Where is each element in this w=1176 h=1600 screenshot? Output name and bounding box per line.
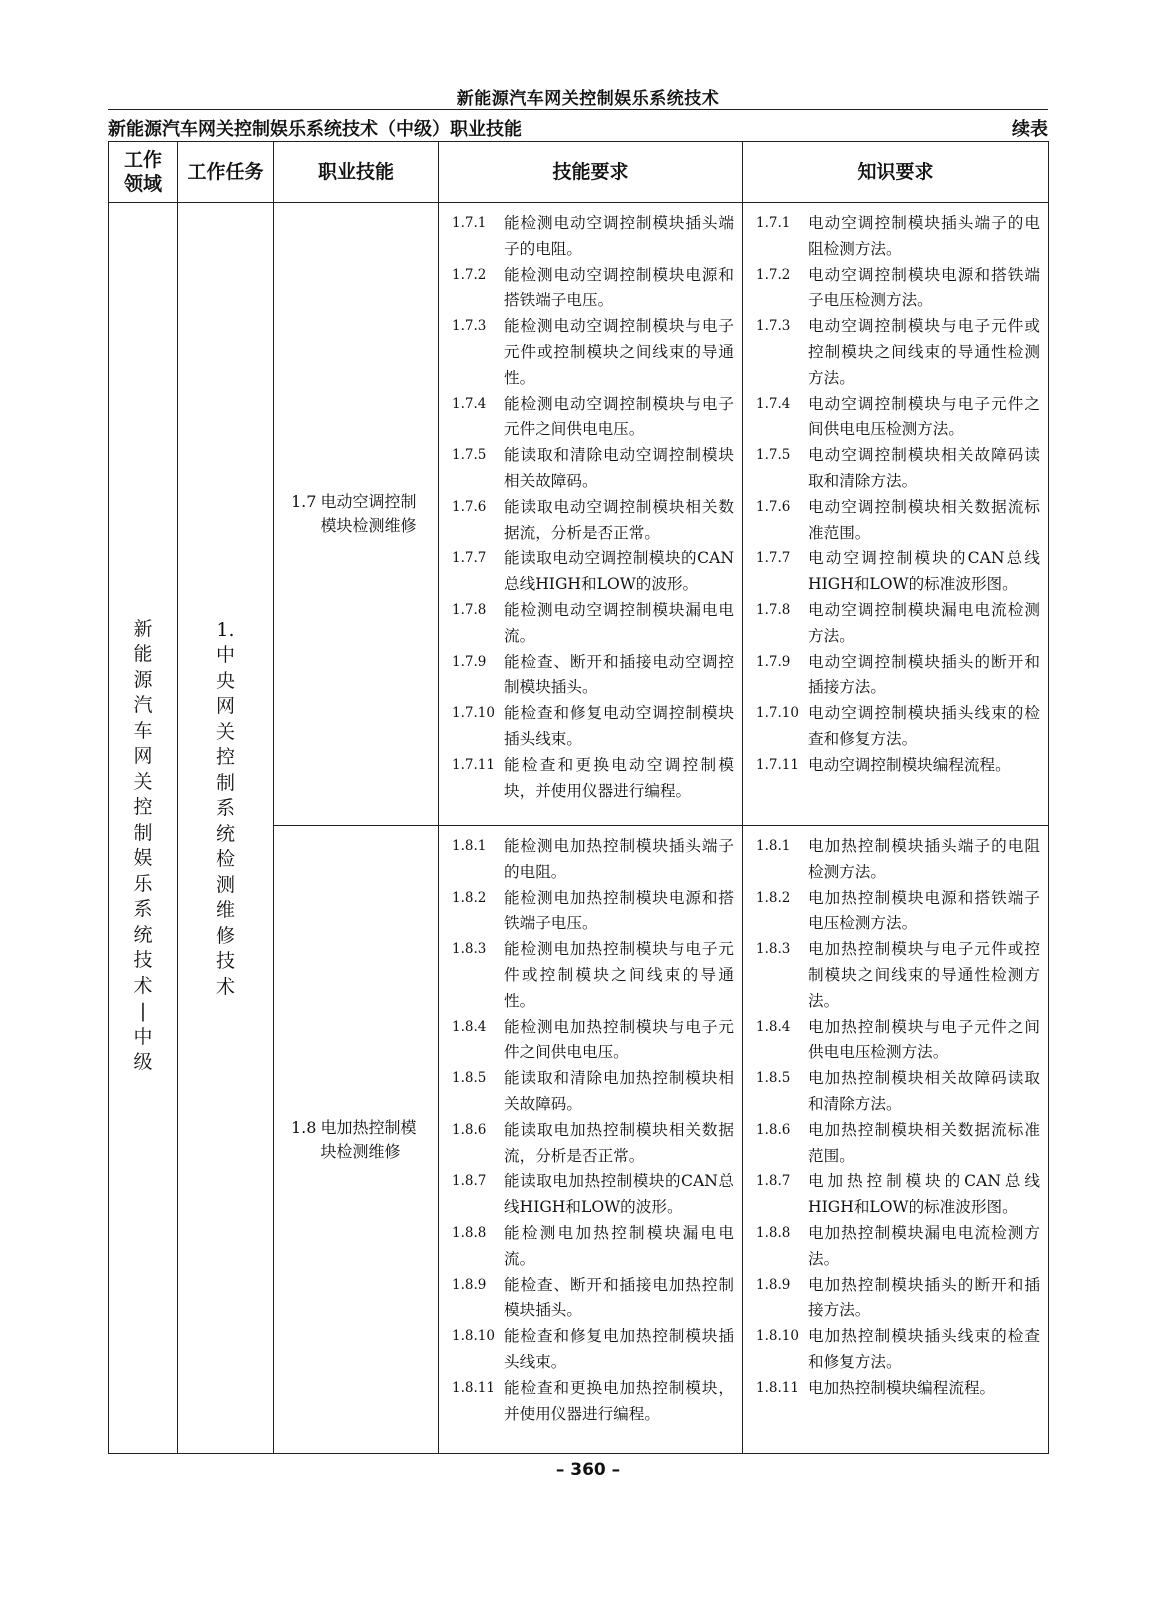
skill-number: 1.8 — [291, 1117, 317, 1137]
skill-cell-1-8 — [274, 826, 439, 1454]
col-header-skill: 职业技能 — [274, 142, 439, 203]
list-item — [756, 392, 1040, 444]
list-item — [452, 392, 734, 444]
list-item — [756, 546, 1040, 598]
item-number: 1.7.6 — [452, 498, 487, 515]
item-number: 1.8.5 — [452, 1070, 487, 1087]
table-header-row — [109, 142, 1049, 203]
item-number: 1.8.4 — [452, 1018, 487, 1035]
list-item — [452, 937, 734, 1014]
item-number: 1.7.5 — [452, 447, 487, 464]
list-item — [452, 1324, 734, 1376]
list-item — [756, 701, 1040, 753]
item-number: 1.7.3 — [756, 318, 791, 335]
item-text: 能检测电加热控制模块与电子元件之间供电电压。 — [504, 1017, 734, 1062]
skill-requirements-cell — [439, 203, 743, 826]
item-number: 1.8.11 — [756, 1379, 799, 1396]
page-number: – 360 – — [555, 1460, 621, 1480]
item-text: 电加热控制模块相关数据流标准范围。 — [808, 1120, 1040, 1165]
skill-name: 电动空调控制模块检测维修 — [320, 492, 417, 535]
item-number: 1.7.11 — [756, 756, 799, 773]
col-header-task: 工作任务 — [178, 142, 274, 203]
list-item — [452, 314, 734, 391]
item-text: 电加热控制模块编程流程。 — [808, 1378, 996, 1397]
table-row — [109, 203, 1049, 826]
knowledge-requirements-cell — [743, 203, 1049, 826]
skills-table — [108, 141, 1049, 1454]
item-number: 1.8.2 — [756, 889, 791, 906]
list-item — [452, 1376, 734, 1428]
item-number: 1.7.7 — [452, 550, 487, 567]
list-item — [756, 443, 1040, 495]
item-number: 1.8.10 — [756, 1328, 799, 1345]
item-text: 能读取电加热控制模块的CAN总线HIGH和LOW的波形。 — [504, 1172, 734, 1217]
item-number: 1.8.6 — [452, 1121, 487, 1138]
list-item — [756, 650, 1040, 702]
item-text: 电加热控制模块与电子元件或控制模块之间线束的导通性检测方法。 — [808, 940, 1040, 1010]
item-number: 1.8.1 — [452, 838, 487, 854]
list-item — [756, 211, 1040, 263]
table-title: 新能源汽车网关控制娱乐系统技术（中级）职业技能 — [108, 119, 522, 140]
item-text: 能检测电动空调控制模块插头端子的电阻。 — [504, 214, 734, 258]
item-number: 1.8.3 — [452, 941, 487, 958]
table-title-row — [108, 114, 1048, 142]
item-text: 电动空调控制模块与电子元件之间供电电压检测方法。 — [808, 394, 1040, 439]
list-item — [452, 443, 734, 495]
item-number: 1.8.7 — [452, 1173, 487, 1190]
item-number: 1.7.4 — [756, 395, 791, 412]
item-text: 电动空调控制模块编程流程。 — [808, 755, 1011, 774]
item-number: 1.7.4 — [452, 395, 487, 412]
skill-number: 1.7 — [291, 492, 317, 511]
item-text: 能检查和修复电动空调控制模块插头线束。 — [504, 704, 734, 748]
item-text: 能检测电加热控制模块与电子元件或控制模块之间线束的导通性。 — [504, 940, 734, 1010]
list-item — [452, 834, 734, 886]
item-number: 1.7.3 — [452, 318, 487, 335]
item-number: 1.7.2 — [756, 266, 791, 283]
list-item — [452, 1221, 734, 1273]
continued-label: 续表 — [1012, 119, 1048, 140]
list-item — [756, 1066, 1040, 1118]
item-text: 电动空调控制模块插头的断开和插接方法。 — [808, 652, 1040, 697]
item-text: 能检查、断开和插接电动空调控制模块插头。 — [504, 652, 734, 697]
item-text: 电加热控制模块与电子元件之间供电电压检测方法。 — [808, 1017, 1040, 1062]
item-number: 1.7.8 — [756, 601, 791, 618]
list-item — [756, 937, 1040, 1014]
running-header: 新能源汽车网关控制娱乐系统技术 — [456, 89, 720, 109]
list-item — [452, 495, 734, 547]
list-item — [452, 263, 734, 315]
item-number: 1.7.8 — [452, 601, 487, 618]
list-item — [756, 834, 1040, 886]
list-item — [756, 1169, 1040, 1221]
item-number: 1.7.11 — [452, 756, 495, 773]
item-number: 1.8.8 — [452, 1224, 487, 1241]
item-text: 电加热控制模块的CAN总线HIGH和LOW的标准波形图。 — [808, 1172, 1040, 1217]
item-text: 能检查和修复电加热控制模块插头线束。 — [504, 1327, 734, 1371]
list-item — [756, 1324, 1040, 1376]
domain-vertical-text: 新 能 源 汽 车 网 关 控 制 娱 乐 系 统 技 术 | 中 级 — [133, 617, 153, 1073]
list-item — [452, 211, 734, 263]
col-header-skill-requirements: 技能要求 — [439, 142, 743, 203]
task-cell — [178, 203, 274, 1454]
item-text: 电动空调控制模块的CAN总线HIGH和LOW的标准波形图。 — [808, 549, 1040, 594]
list-item — [756, 314, 1040, 391]
list-item — [452, 886, 734, 938]
item-number: 1.7.10 — [452, 705, 495, 722]
skill-name: 电加热控制模块检测维修 — [320, 1117, 417, 1161]
item-text: 能检测电动空调控制模块漏电电流。 — [504, 600, 734, 645]
item-number: 1.8.5 — [756, 1070, 791, 1087]
list-item — [756, 1015, 1040, 1067]
item-number: 1.8.6 — [756, 1121, 791, 1138]
item-text: 能检查、断开和插接电加热控制模块插头。 — [504, 1275, 734, 1320]
item-text: 电加热控制模块插头的断开和插接方法。 — [808, 1275, 1040, 1320]
list-item — [452, 546, 734, 598]
knowledge-requirements-cell — [743, 826, 1049, 1454]
item-number: 1.8.2 — [452, 889, 487, 906]
list-item — [756, 495, 1040, 547]
item-number: 1.7.9 — [756, 653, 791, 670]
item-text: 电动空调控制模块与电子元件或控制模块之间线束的导通性检测方法。 — [808, 317, 1040, 387]
item-text: 能检测电加热控制模块插头端子的电阻。 — [504, 837, 734, 881]
item-text: 能读取电加热控制模块相关数据流，分析是否正常。 — [504, 1120, 734, 1165]
list-item — [756, 753, 1040, 779]
list-item — [452, 753, 734, 805]
item-text: 电加热控制模块电源和搭铁端子电压检测方法。 — [808, 888, 1040, 933]
item-number: 1.7.6 — [756, 498, 791, 515]
list-item — [452, 650, 734, 702]
item-number: 1.8.9 — [452, 1276, 487, 1293]
item-text: 能检查和更换电加热控制模块，并使用仪器进行编程。 — [504, 1378, 734, 1423]
list-item — [452, 1066, 734, 1118]
item-text: 电动空调控制模块插头端子的电阻检测方法。 — [808, 214, 1040, 258]
item-text: 能读取和清除电加热控制模块相关故障码。 — [504, 1069, 734, 1113]
item-number: 1.8.8 — [756, 1224, 791, 1241]
list-item — [756, 1221, 1040, 1273]
item-number: 1.7.5 — [756, 447, 791, 464]
item-text: 电加热控制模块插头端子的电阻检测方法。 — [808, 837, 1040, 881]
item-text: 电加热控制模块相关故障码读取和清除方法。 — [808, 1069, 1040, 1113]
item-text: 能检测电动空调控制模块与电子元件或控制模块之间线束的导通性。 — [504, 317, 734, 387]
item-text: 电动空调控制模块相关故障码读取和清除方法。 — [808, 446, 1040, 490]
item-number: 1.8.3 — [756, 941, 791, 958]
item-number: 1.7.1 — [452, 215, 487, 231]
item-number: 1.8.10 — [452, 1328, 495, 1345]
list-item — [452, 598, 734, 650]
list-item — [756, 1273, 1040, 1325]
item-text: 电动空调控制模块电源和搭铁端子电压检测方法。 — [808, 265, 1040, 310]
item-number: 1.7.2 — [452, 266, 487, 283]
item-text: 电动空调控制模块漏电电流检测方法。 — [808, 600, 1040, 645]
item-text: 能检查和更换电动空调控制模块，并使用仪器进行编程。 — [504, 755, 734, 800]
item-number: 1.8.4 — [756, 1018, 791, 1035]
item-number: 1.7.1 — [756, 215, 791, 231]
task-vertical-text: 1. 中 央 网 关 控 制 系 统 检 测 维 修 技 术 — [215, 618, 235, 998]
list-item — [452, 701, 734, 753]
list-item — [452, 1015, 734, 1067]
item-number: 1.8.7 — [756, 1173, 791, 1190]
item-number: 1.8.1 — [756, 838, 791, 854]
list-item — [756, 1376, 1040, 1402]
item-number: 1.8.9 — [756, 1276, 791, 1293]
item-text: 能检测电动空调控制模块电源和搭铁端子电压。 — [504, 265, 734, 310]
list-item — [452, 1169, 734, 1221]
item-text: 能检测电动空调控制模块与电子元件之间供电电压。 — [504, 394, 734, 439]
skill-requirements-cell — [439, 826, 743, 1454]
item-text: 能检测电加热控制模块漏电电流。 — [504, 1223, 734, 1268]
col-header-domain: 工作领域 — [109, 142, 178, 203]
item-number: 1.7.10 — [756, 705, 799, 722]
item-text: 能读取电动空调控制模块的CAN总线HIGH和LOW的波形。 — [504, 549, 734, 594]
item-text: 电动空调控制模块插头线束的检查和修复方法。 — [808, 704, 1040, 748]
list-item — [452, 1273, 734, 1325]
item-text: 电加热控制模块漏电电流检测方法。 — [808, 1223, 1040, 1268]
col-header-knowledge-requirements: 知识要求 — [743, 142, 1049, 203]
item-text: 能读取和清除电动空调控制模块相关故障码。 — [504, 446, 734, 490]
header-rule — [108, 109, 1048, 110]
skill-cell-1-7 — [274, 203, 439, 826]
item-number: 1.7.7 — [756, 550, 791, 567]
list-item — [756, 598, 1040, 650]
item-text: 电加热控制模块插头线束的检查和修复方法。 — [808, 1327, 1040, 1371]
item-text: 能读取电动空调控制模块相关数据流，分析是否正常。 — [504, 497, 734, 542]
list-item — [756, 886, 1040, 938]
item-text: 电动空调控制模块相关数据流标准范围。 — [808, 497, 1040, 542]
domain-cell — [109, 203, 178, 1454]
list-item — [756, 1118, 1040, 1170]
list-item — [756, 263, 1040, 315]
item-number: 1.8.11 — [452, 1379, 495, 1396]
item-text: 能检测电加热控制模块电源和搭铁端子电压。 — [504, 888, 734, 933]
list-item — [452, 1118, 734, 1170]
item-number: 1.7.9 — [452, 653, 487, 670]
